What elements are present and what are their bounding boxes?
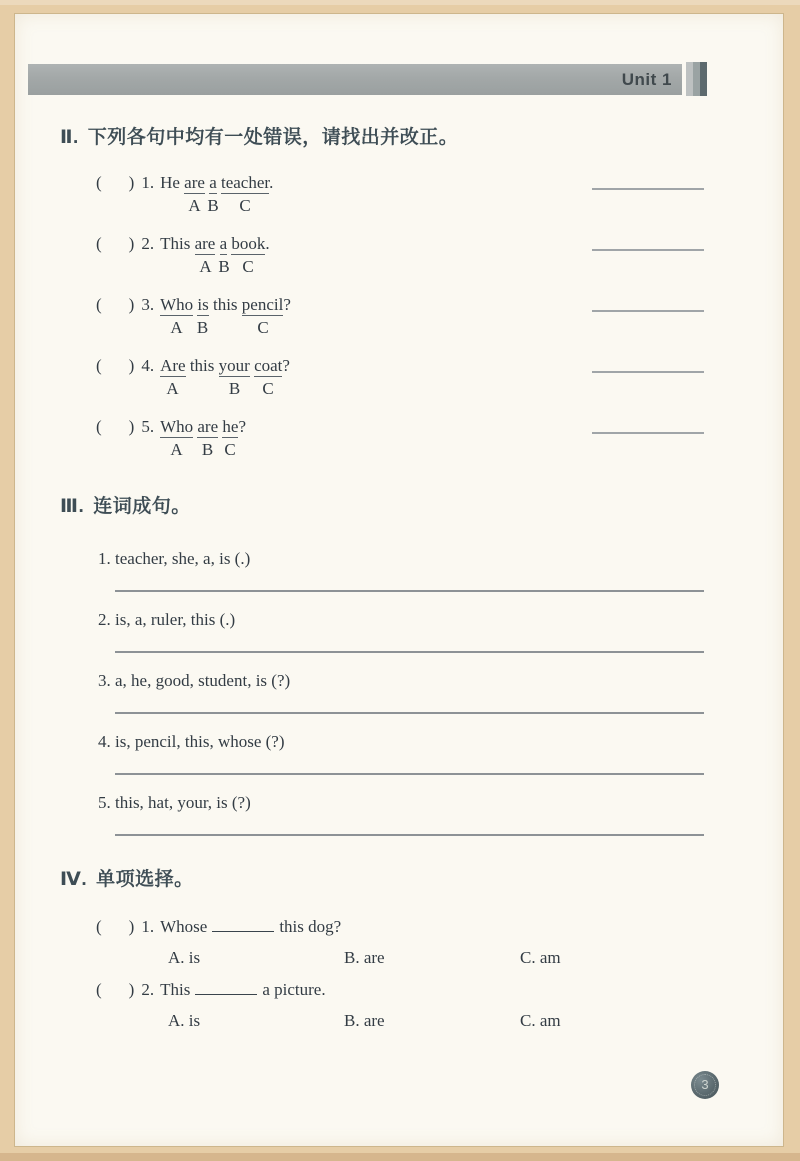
answer-write-line[interactable] — [115, 712, 704, 714]
word-list-text: a, he, good, student, is (?) — [115, 671, 291, 690]
answer-write-line[interactable] — [115, 590, 704, 592]
option-letter: C — [257, 318, 269, 337]
item-number: 4. — [141, 356, 155, 375]
item-word-list — [98, 670, 704, 692]
bracket-open: ( — [96, 173, 102, 192]
sentence-before-blank: This — [160, 980, 191, 999]
sentence-end-punctuation: ? — [283, 295, 291, 314]
item-number: 1. — [141, 173, 155, 192]
item-number: 2. — [141, 234, 155, 253]
fill-in-blank[interactable] — [212, 916, 274, 932]
section-title: 连词成句。 — [93, 496, 191, 517]
bracket-close: ) — [128, 295, 135, 314]
option-letter: B — [196, 318, 209, 337]
item-number: 2. — [141, 980, 155, 999]
word-list-text: teacher, she, a, is (.) — [115, 549, 251, 568]
section-heading — [60, 125, 704, 151]
option-letter: C — [242, 257, 254, 276]
word: this — [189, 356, 215, 375]
underlined-word: are — [197, 417, 219, 436]
word-list-text: is, a, ruler, this (.) — [115, 610, 236, 629]
item-number: 1. — [98, 549, 115, 568]
sentence-before-blank: Whose — [160, 917, 208, 936]
word-list-text: is, pencil, this, whose (?) — [115, 732, 285, 751]
item-sentence-line — [96, 293, 704, 317]
underlined-word: coat — [254, 356, 283, 375]
sentence-after-blank: this dog? — [279, 917, 342, 936]
section-title: 单项选择。 — [96, 869, 194, 890]
make-sentences-list — [98, 548, 704, 836]
underlined-word: Who — [160, 295, 194, 314]
bracket-open: ( — [96, 917, 102, 936]
choice-option[interactable]: C. am — [520, 948, 561, 967]
item-sentence-line — [96, 171, 704, 195]
underlined-word: pencil — [241, 295, 284, 314]
underlined-word: Who — [160, 417, 194, 436]
item-number: 2. — [98, 610, 115, 629]
word: He — [160, 173, 180, 192]
error-correction-item — [96, 293, 704, 339]
make-sentence-item — [98, 609, 704, 653]
underlined-word: Are — [160, 356, 186, 375]
underlined-word: book — [231, 234, 266, 253]
section-numeral: Ⅳ. — [60, 869, 88, 890]
item-number: 4. — [98, 732, 115, 751]
item-word-list — [98, 731, 704, 753]
option-letter: B — [207, 196, 219, 215]
choice-option[interactable]: A. is — [168, 948, 201, 967]
bracket-close: ) — [128, 356, 135, 375]
make-sentence-item — [98, 792, 704, 836]
answer-write-line[interactable] — [115, 773, 704, 775]
options-row — [96, 947, 704, 969]
answer-write-line[interactable] — [115, 651, 704, 653]
answer-write-line[interactable] — [115, 834, 704, 836]
multiple-choice-item — [96, 915, 704, 969]
section-title: 下列各句中均有一处错误，请找出并改正。 — [87, 127, 459, 148]
section-multiple-choice — [60, 867, 704, 1041]
workbook-page — [14, 13, 784, 1147]
bracket-open: ( — [96, 356, 102, 375]
section-numeral: Ⅱ. — [60, 127, 79, 148]
underlined-word: are — [194, 234, 216, 253]
item-number: 3. — [98, 671, 115, 690]
underlined-word: a — [209, 173, 217, 192]
item-sentence-line — [96, 415, 704, 439]
item-number: 1. — [141, 917, 155, 936]
option-letter: C — [239, 196, 251, 215]
option-letters-row — [96, 378, 704, 400]
bracket-open: ( — [96, 234, 102, 253]
error-correction-item — [96, 415, 704, 461]
bracket-close: ) — [128, 234, 135, 253]
sentence-end-punctuation: ? — [238, 417, 246, 436]
underlined-word: are — [184, 173, 205, 192]
option-letter: B — [228, 379, 241, 398]
underlined-word: teacher — [220, 173, 270, 192]
option-letter: A — [188, 196, 201, 215]
bracket-open: ( — [96, 980, 102, 999]
answer-blank-line[interactable] — [592, 249, 704, 251]
item-number: 5. — [98, 793, 115, 812]
page-number-badge: 3 — [691, 1071, 719, 1099]
bracket-close: ) — [128, 980, 135, 999]
option-letters-row — [96, 317, 704, 339]
sentence-end-punctuation: . — [269, 173, 274, 192]
make-sentence-item — [98, 670, 704, 714]
word-list-text: this, hat, your, is (?) — [115, 793, 251, 812]
choice-option[interactable]: A. is — [168, 1011, 201, 1030]
bracket-close: ) — [128, 173, 135, 192]
multiple-choice-list — [96, 915, 704, 1032]
error-correction-item — [96, 354, 704, 400]
section-numeral: Ⅲ. — [60, 496, 85, 517]
option-letter: A — [170, 440, 183, 459]
fill-in-blank[interactable] — [195, 979, 257, 995]
option-letter: B — [201, 440, 214, 459]
page-content — [60, 14, 704, 1146]
underlined-word: your — [218, 356, 250, 375]
underlined-word: is — [197, 295, 209, 314]
item-word-list — [98, 609, 704, 631]
choice-option[interactable]: C. am — [520, 1011, 561, 1030]
sentence-after-blank: a picture. — [262, 980, 326, 999]
word: this — [212, 295, 238, 314]
underlined-word: a — [219, 234, 228, 253]
error-correction-item — [96, 171, 704, 217]
item-word-list — [98, 792, 704, 814]
option-letter: B — [218, 257, 230, 276]
bracket-open: ( — [96, 295, 102, 314]
option-letters-row — [96, 195, 704, 217]
option-letters-row — [96, 439, 704, 461]
section-heading — [60, 867, 704, 893]
option-letter: A — [199, 257, 212, 276]
answer-blank-line[interactable] — [592, 310, 704, 312]
option-letter: C — [262, 379, 274, 398]
bracket-close: ) — [128, 917, 135, 936]
underlined-word: he — [222, 417, 239, 436]
answer-blank-line[interactable] — [592, 371, 704, 373]
section-make-sentences — [60, 494, 704, 853]
item-word-list — [98, 548, 704, 570]
choice-option[interactable]: B. are — [344, 948, 385, 967]
unit-label: Unit 1 — [621, 70, 672, 89]
option-letter: C — [224, 440, 236, 459]
options-row — [96, 1010, 704, 1032]
make-sentence-item — [98, 731, 704, 775]
section-heading — [60, 494, 704, 520]
item-number: 3. — [141, 295, 155, 314]
error-correction-item — [96, 232, 704, 278]
item-number: 5. — [141, 417, 155, 436]
multiple-choice-item — [96, 978, 704, 1032]
option-letter: A — [170, 318, 183, 337]
sentence-end-punctuation: . — [265, 234, 270, 253]
item-sentence-line — [96, 232, 704, 256]
bracket-open: ( — [96, 417, 102, 436]
option-letters-row — [96, 256, 704, 278]
error-correction-list — [96, 171, 704, 461]
make-sentence-item — [98, 548, 704, 592]
item-sentence-line — [96, 915, 704, 939]
choice-option[interactable]: B. are — [344, 1011, 385, 1030]
word: This — [160, 234, 191, 253]
bracket-close: ) — [128, 417, 135, 436]
item-sentence-line — [96, 354, 704, 378]
option-letter: A — [166, 379, 179, 398]
section-error-correction — [60, 125, 704, 476]
item-sentence-line — [96, 978, 704, 1002]
sentence-end-punctuation: ? — [282, 356, 290, 375]
answer-blank-line[interactable] — [592, 432, 704, 434]
answer-blank-line[interactable] — [592, 188, 704, 190]
